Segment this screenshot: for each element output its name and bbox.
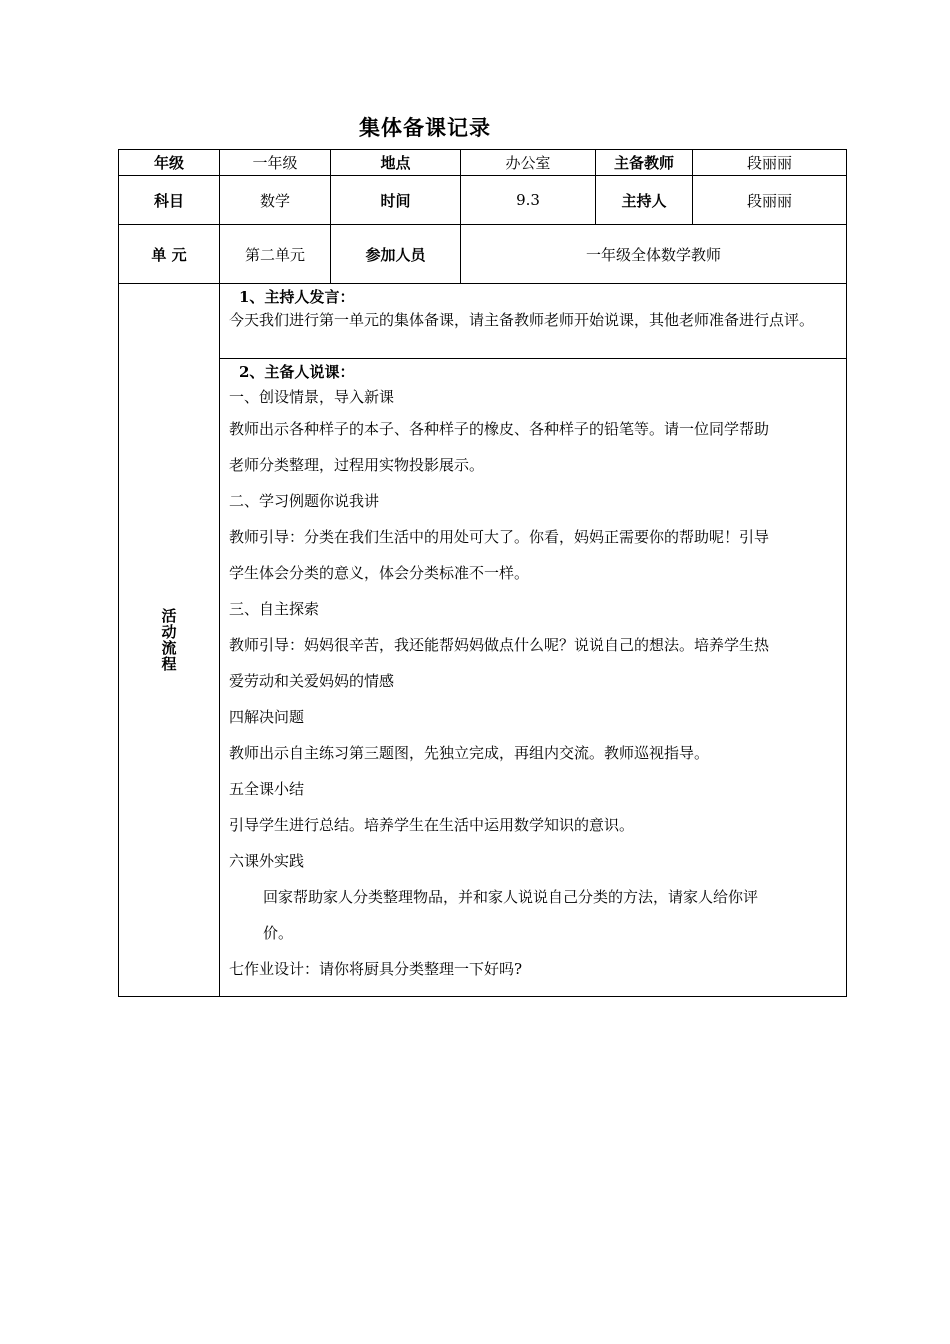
time-label: 时间: [331, 176, 461, 225]
time-value: 9.3: [461, 176, 596, 225]
lesson-line: 三、自主探索: [229, 600, 320, 618]
unit-value: 第二单元: [220, 225, 331, 284]
place-value: 办公室: [461, 150, 596, 176]
table-row: [119, 284, 847, 359]
lesson-line: 一、创设情景，导入新课: [229, 388, 395, 406]
lesson-line: 爱劳动和关爱妈妈的情感: [229, 672, 395, 690]
table-row: [119, 225, 847, 284]
lesson-talk-cell: [220, 359, 847, 997]
place-label: 地点: [331, 150, 461, 176]
host-speech-text: 今天我们进行第一单元的集体备课，请主备教师老师开始说课，其他老师准备进行点评。: [229, 311, 815, 329]
host-label: 主持人: [596, 176, 693, 225]
table-row: [119, 150, 847, 176]
subject-label: 科目: [119, 176, 220, 225]
subject-value: 数学: [220, 176, 331, 225]
lead-teacher-label: 主备教师: [596, 150, 693, 176]
lesson-line: 学生体会分类的意义，体会分类标准不一样。: [229, 564, 530, 582]
table-row: [119, 359, 847, 997]
page-title: 集体备课记录: [359, 115, 491, 140]
lesson-line: 价。: [263, 924, 294, 942]
lesson-line: 引导学生进行总结。培养学生在生活中运用数学知识的意识。: [229, 816, 635, 834]
table-row: [119, 176, 847, 225]
process-label: [119, 284, 220, 997]
record-table: [118, 149, 847, 997]
lead-teacher-value: 段丽丽: [693, 150, 847, 176]
host-value: 段丽丽: [693, 176, 847, 225]
lesson-line: 教师引导：分类在我们生活中的用处可大了。你看，妈妈正需要你的帮助呢！引导: [229, 528, 770, 546]
lesson-line: 六课外实践: [229, 852, 305, 870]
process-label-char: 动: [161, 623, 177, 641]
lesson-line: 教师出示各种样子的本子、各种样子的橡皮、各种样子的铅笔等。请一位同学帮助: [229, 420, 770, 438]
process-label-char: 活: [161, 607, 177, 625]
host-speech-cell: [220, 284, 847, 359]
lesson-line: 四解决问题: [229, 708, 305, 726]
lesson-line: 回家帮助家人分类整理物品，并和家人说说自己分类的方法，请家人给你评: [263, 888, 759, 906]
lesson-line: 七作业设计：请你将厨具分类整理一下好吗?: [229, 960, 523, 978]
lesson-line: 二、学习例题你说我讲: [229, 492, 380, 510]
grade-value: 一年级: [220, 150, 331, 176]
process-label-char: 流: [161, 639, 177, 657]
lesson-line: 老师分类整理，过程用实物投影展示。: [229, 456, 485, 474]
participants-value: 一年级全体数学教师: [461, 225, 847, 284]
lesson-line: 五全课小结: [229, 780, 305, 798]
grade-label: 年级: [119, 150, 220, 176]
host-speech-heading: 1、主持人发言：: [239, 288, 355, 306]
lesson-line: 教师引导：妈妈很辛苦，我还能帮妈妈做点什么呢？说说自己的想法。培养学生热: [229, 636, 770, 654]
lesson-talk-heading: 2、主备人说课：: [239, 363, 355, 381]
lesson-line: 教师出示自主练习第三题图，先独立完成，再组内交流。教师巡视指导。: [229, 744, 710, 762]
unit-label: 单 元: [119, 225, 220, 284]
process-label-char: 程: [161, 655, 177, 673]
participants-label: 参加人员: [331, 225, 461, 284]
